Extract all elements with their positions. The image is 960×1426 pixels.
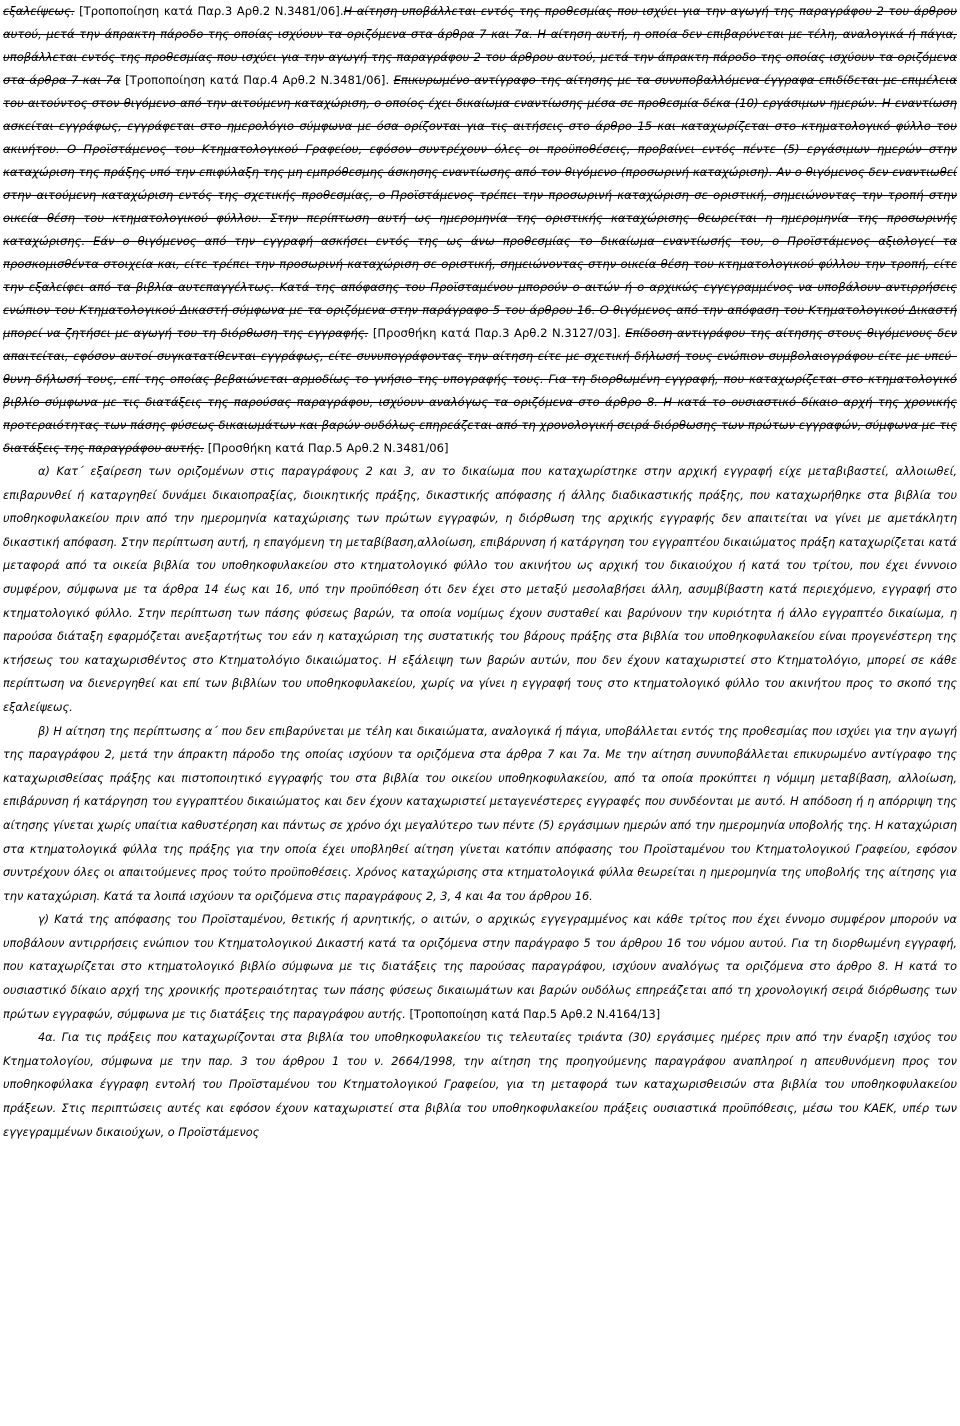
amendment-note: [Τροποποίηση κατά Παρ.4 Αρθ.2 Ν.3481/06]. [120,73,394,87]
current-text-block [0,460,960,1144]
paragraph-gamma [3,908,957,1026]
deleted-text: Η αίτηση αυτή, η οποία δεν επιβαρύνεται με τέλη, αναλογικά ή πάγια, υποβάλλεται εντός της προθεσμίας που ισχύει για την αγωγή της παραγράφου 2 του άρθρου αυτού, μετά την άπρακτη πάροδο της οποίας ισχύουν τα οριζόμενα στα άρθρα 7 και 7α [3,27,957,87]
amendment-note: [Τροποποίηση κατά Παρ.3 Αρθ.2 Ν.3481/06]. [74,4,344,18]
amendment-note: [Τροποποίηση κατά Παρ.5 Αρθ.2 Ν.4164/13] [405,1007,661,1021]
amendment-history-block [0,0,960,460]
paragraph-4a: 4α. Για τις πράξεις που καταχωρίζονται στα βιβλία του υποθηκοφυλακείου τις τελευταίες τριάντα (30) εργάσιμες ημέρες πριν από την έναρξη ισχύος του Κτηματολογίου, σύμφωνα με την παρ. 3 του άρθρου 1 του ν. 2664/1998, την αίτηση της προηγούμενης παραγράφου αναπληροί η απευθυνόμενη προς τον υποθηκοφύλακα έγγραφη εντολή του Προϊσταμένου του Κτηματολογικού Γραφείου, για τη μεταφορά των καταχωρισθεισών στα βιβλία του υποθηκοφυλακείου πράξεων. Στις περιπτώσεις αυτές και εφόσον έχουν καταχωριστεί στα βιβλία του υποθηκοφυλακείου πράξεις ουσιαστικά προϋπόθεσις, μέσω του ΚΑΕΚ, υπέρ των εγγεγραμμένων δικαιούχων, ο Προϊστάμενος [3,1031,957,1139]
paragraph-gamma-text: γ) Κατά της απόφασης του Προϊσταμένου, θετικής ή αρνητικής, ο αιτών, ο αρχικώς εγγεγραμμένος και κάθε τρίτος που έχει έννομο συμφέρον μπορούν να υποβάλουν αντιρρήσεις ενώπιον του Κτηματολογικού Δικαστή κατά τα οριζόμενα στην παράγραφο 5 του άρθρου 16 του νόμου αυτού. Για τη διορθωμένη εγγραφή, που καταχωρίζεται στο κτηματολογικό βιβλίο σύμφωνα με τις διατάξεις της παρούσας παραγράφου, ισχύουν αναλόγως τα οριζόμενα στο άρθρο 8. Η κατά το ουσιαστικό δίκαιο αρχή της χρονικής προτεραιότητας των πάσης φύσεως δικαιωμάτων και βαρών ουδόλως επηρεάζεται από τη χρονολογική σειρά διόρθωσης των πρώτων εγγραφών, σύμφωνα με τις διατάξεις της παραγράφου αυτής. [3,913,957,1021]
amendment-note: [Προσθήκη κατά Παρ.5 Αρθ.2 Ν.3481/06] [204,441,449,455]
deleted-text: εξαλείψεως. [3,4,75,18]
paragraph-beta: β) Η αίτηση της περίπτωσης α΄ που δεν επιβαρύνεται με τέλη και δικαιώματα, αναλογικά ή πάγια, υποβάλλεται εντός της προθεσμίας που ισχύει για την αγωγή της παραγράφου 2, μετά την άπρακτη πάροδο της οποίας ισχύουν τα οριζόμενα στα άρθρα 7 και 7α. Με την αίτηση συνυποβάλλεται επικυρωμένο αντίγραφο της καταχωρισθείσας πράξης και πιστοποιητικό εγγραφής του στα βιβλία του οικείου υποθηκοφυλακείου, από τα οποία προκύπτει η νόμιμη μεταβίβαση, αλλοίωση, επιβάρυνση ή κατάργηση του εγγραπτέου δικαιώματος και δεν έχουν καταχωριστεί μεταγενέστερες εγγραφές που συνδέονται με αυτό. Η απόδοση ή η απόρριψη της αίτησης γίνεται χωρίς υπαίτια καθυστέρηση και πάντως σε χρόνο όχι μεγαλύτερο των πέντε (5) εργάσιμων ημερών από την ημερομηνία υποβολής της. Η καταχώριση στα κτηματολογικά φύλλα της πράξης για την οποία έχει υποβληθεί αίτηση γίνεται κατόπιν απόφασης του Προϊσταμένου του Κτηματολογικού Γραφείου, εφόσον συντρέχουν όλες οι απαιτούμενες προς τούτο προϋποθέσεις. Χρόνος καταχώρισης στα κτηματολογικά φύλλα θεωρείται η ημερομηνία της υποβολής της αίτησης για την καταχώριση. Κατά τα λοιπά ισχύουν τα οριζόμενα στις παραγράφους 2, 3, 4 και 4α του άρθρου 16. [3,724,957,903]
deleted-text: Επίδοση αντιγράφου της αίτησης στους θιγόμενους δεν απαιτείται, εφόσον αυτοί συγκατατίθενται εγγράφως, είτε συνυπογράφοντας την αίτηση είτε με σχετική δήλωσή τους ενώπιον συμβολαιογράφου είτε με υπεύ– θυνη δήλωσή τους, επί της οποίας βεβαιώνεται αρμοδίως το γνήσιο της υπογραφής τους. Για τη διορθωμένη εγγραφή, που καταχωρίζεται στο κτηματολογικό βιβλίο σύμφωνα με τις διατάξεις της παρούσας παραγράφου, ισχύουν αναλόγως τα οριζόμενα στο άρθρο 8. Η κατά το ουσιαστικό δίκαιο αρχή της χρονικής προτεραιότητας των πάσης φύσεως δικαιωμάτων και βαρών ουδόλως επηρεάζεται από τη χρονολογική σειρά διόρθωσης των πρώτων εγγραφών, σύμφωνα με τις διατάξεις της παραγράφου αυτής. [3,326,957,455]
deleted-text: Η αίτηση υποβάλλεται εντός της προθεσμίας που ισχύει για την αγωγή της παραγράφου 2 του άρθρου αυτού, μετά την άπρακτη πάροδο της οποίας ισχύουν τα οριζόμενα στα άρθρα 7 και 7α. [3,4,957,41]
amendment-note: [Προσθήκη κατά Παρ.3 Αρθ.2 Ν.3127/03]. [368,326,626,340]
deleted-text: Επικυρωμένο αντίγραφο της αίτησης με τα συνυποβαλλόμενα έγγραφα επιδίδεται με επιμέλεια του αιτούντος στον θιγόμενο από την αιτούμενη καταχώριση, ο οποίος έχει δικαίωμα εναντίωσης μέσα σε προθεσμία δέκα (10) εργάσιμων ημερών. Η εναντίωση ασκείται εγγράφως, εγγράφεται στο ημερολόγιο σύμφωνα με όσα ορίζονται για τις αιτήσεις στο άρθρο 15 και καταχωρίζεται στο κτηματολογικό φύλλο του ακινήτου. Ο Προϊστάμενος του Κτηματολογικού Γραφείου, εφόσον συντρέχουν όλες οι προϋποθέσεις, προβαίνει εντός πέντε (5) εργάσιμων ημερών στην καταχώριση της πράξης υπό την επιφύλαξη της μη εμπρόθεσμης άσκησης εναντίωσης από τον θιγόμενο (προσωρινή καταχώριση). Αν ο θιγόμενος δεν εναντιωθεί στην αιτούμενη καταχώριση εντός της σχετικής προθεσμίας, ο Προϊστάμενος τρέπει την προσωρινή καταχώριση σε οριστική, σημειώνοντας την τροπή στην οικεία θέση του κτηματολογικού φύλλου. Στην περίπτωση αυτή ως ημερομηνία της οριστικής καταχώρισης θεωρείται η ημερομηνία της προσωρινής καταχώρισης. Εάν ο θιγόμενος από την εγγραφή ασκήσει εντός της ως άνω προθεσμίας το δικαίωμα εναντίωσής του, ο Προϊστάμενος αξιολογεί τα προσκομισθέντα στοιχεία και, είτε τρέπει την προσωρινή καταχώριση σε οριστική, σημειώνοντας στην οικεία θέση του κτηματολογικού φύλλου την τροπή, είτε την εξαλείφει από τα βιβλία αυτεπαγγέλτως. Κατά της απόφασης του Προϊσταμένου μπορούν ο αιτών ή ο αρχικώς εγγεγραμμένος να υποβάλουν αντιρρήσεις ενώπιον του Κτηματολογικού Δικαστή σύμφωνα με τα οριζόμενα στην παράγραφο 5 του άρθρου 16. Ο θιγόμενος από την απόφαση του Κτηματολογικού Δικαστή μπορεί να ζητήσει με αγωγή του τη διόρθωση της εγγραφής. [3,73,957,340]
paragraph-alpha: α) Κατ΄ εξαίρεση των οριζομένων στις παραγράφους 2 και 3, αν το δικαίωμα που καταχωρίστηκε στην αρχική εγγραφή είχε μεταβιβαστεί, αλλοιωθεί, επιβαρυνθεί ή καταργηθεί δυνάμει δικαιοπραξίας, διοικητικής πράξης, δικαστικής απόφασης ή άλλης διαδικαστικής πράξης, που καταχωρήθηκε στα βιβλία του υποθηκοφυλακείου πριν από την ημερομηνία καταχώρισης των πρώτων εγγραφών, η διόρθωση της αρχικής εγγραφής δεν απαιτείται να γίνει με αμετάκλητη δικαστική απόφαση. Στην περίπτωση αυτή, η επαγόμενη τη μεταβίβαση,αλλοίωση, επιβάρυνση ή κατάργηση του εγγραπτέου δικαιώματος πράξη καταχωρίζεται κατά μεταφορά από τα οικεία βιβλία του υποθηκοφυλακείου στο κτηματολογικό φύλλο του ακινήτου ως αρχική του δικαιούχου ή κατά του τρίτου, που έχει ένννοιο συμφέρον, σύμφωνα με τα άρθρα 14 έως και 16, υπό την προϋπόθεση ότι δεν έχει στο μεταξύ μεσολαβήσει άλλη, ασυμβίβαστη κατά περιεχόμενο, εγγραφή στο κτηματολογικό φύλλο. Στην περίπτωση των πάσης φύσεως βαρών, τα οποία νομίμως έχουν συσταθεί και βαρύνουν την κυριότητα ή άλλο εγγραπτέο δικαίωμα, η παρούσα διάταξη εφαρμόζεται ανεξαρτήτως του εάν η καταχώριση της συστατικής του βάρους πράξης στα βιβλία του υποθηκοφυλακείου είναι προγενέστερη της κτήσεως του καταχωρισθέντος στο Κτηματολόγιο δικαιώματος. Η εξάλειψη των βαρών αυτών, που δεν έχουν καταχωριστεί στο Κτηματολόγιο, μπορεί σε κάθε περίπτωση να διενεργηθεί και επί των βιβλίων του υποθηκοφυλακείου, χωρίς να γίνει η εγγραφή τους στο κτηματολογικό φύλλο του ακινήτου προς το σκοπό της εξαλείψεως. [3,465,957,714]
